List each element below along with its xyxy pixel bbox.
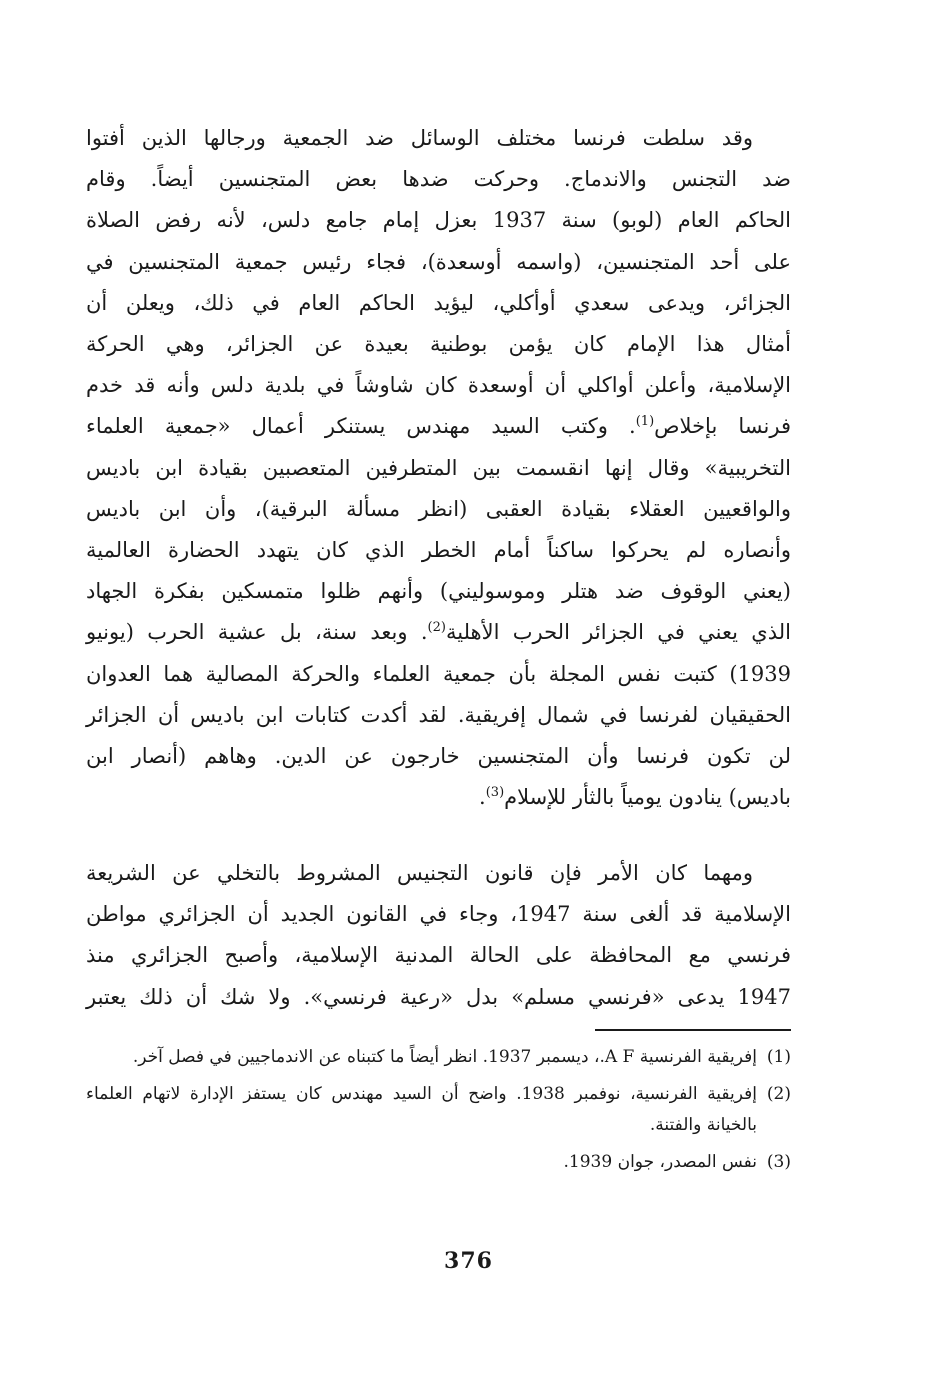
text-line: لن تكون فرنسا وأن المتجنسين خارجون عن الدين. وهاهم (أنصار ابن (86, 744, 791, 769)
footnote-number: (1) (766, 1047, 791, 1067)
footnote-3 (86, 1147, 791, 1178)
text-line: ضد التجنس والاندماج. وحركت ضدها بعض المتجنسين أيضاً. وقام (86, 167, 791, 192)
footnote-ref-2: (2) (427, 620, 446, 636)
text-segment: . وبعد سنة، بل عشية الحرب (يونيو (86, 620, 428, 645)
text-line: والواقعيين العقلاء بقيادة العقبى (انظر مسألة البرقية)، وأن ابن باديس (86, 496, 791, 521)
footnotes (86, 1042, 791, 1184)
footnote-ref-1: (1) (635, 414, 655, 430)
text-line-with-note-1 (86, 406, 791, 447)
text-line-with-note-2 (86, 612, 791, 653)
text-line: ومهما كان الأمر فإن قانون التجنيس المشروط بالتخلي عن الشريعة (86, 861, 753, 885)
footnote-divider (595, 1029, 791, 1031)
text-line-with-note-3 (86, 777, 791, 818)
text-segment: . (479, 785, 486, 810)
footnote-number: (3) (766, 1152, 791, 1172)
text-line: فرنسي مع المحافظة على الحالة المدنية الإسلامية، وأصبح الجزائري منذ (86, 943, 791, 968)
text-line: الحقيقيان لفرنسا في شمال إفريقية. لقد أكدت كتابات ابن باديس أن الجزائر (86, 702, 791, 727)
text-line: (يعني الوقوف ضد هتلر وموسوليني) وأنهم ظلوا متمسكين بفكرة الجهاد (86, 579, 791, 604)
text-line: الإسلامية، وأعلن أواكلي أن أوسعدة كان شاوشاً في بلدية دلس وأنه قد خدم (86, 373, 791, 398)
text-segment: باديس) ينادون يومياً بالثأر للإسلام (504, 785, 791, 810)
footnote-text: إفريقية الفرنسية A F.، ديسمبر 1937. انظر أيضاً ما كتبناه عن الاندماجيين في فصل آخر. (132, 1047, 757, 1067)
text-line: 1939) كتبت نفس المجلة بأن جمعية العلماء والحركة المصالية هما العدوان (86, 661, 791, 686)
footnote-2 (86, 1079, 791, 1141)
text-line: الإسلامية قد ألغى سنة 1947، وجاء في القانون الجديد أن الجزائري مواطن (86, 902, 791, 927)
text-segment: الذي يعني في الجزائر الحرب الأهلية (445, 620, 791, 645)
text-segment: فرنسا بإخلاص (654, 414, 791, 439)
text-line: أمثال هذا الإمام كان يؤمن بوطنية بعيدة عن الجزائر، وهي الحركة (86, 332, 791, 357)
text-line: 1947 يدعى «فرنسي مسلم» بدل «رعية فرنسي». ولا شك أن ذلك يعتبر (86, 984, 791, 1009)
footnote-text: إفريقية الفرنسية، نوفمبر 1938. واضح أن السيد مهندس كان يستفز الإدارة لاتهام العلماء بالخيانة والفتنة. (86, 1084, 757, 1135)
text-line: الحاكم العام (لوبو) سنة 1937 بعزل إمام جامع دلس، لأنه رفض الصلاة (86, 208, 791, 233)
text-line: وقد سلطت فرنسا مختلف الوسائل ضد الجمعية ورجالها الذين أفتوا (86, 126, 753, 150)
text-line: التخريبية» وقال إنها انقسمت بين المتطرفين المتعصبين بقيادة ابن باديس (86, 455, 791, 480)
page-number: 376 (444, 1248, 493, 1274)
text-line: على أحد المتجنسين، (واسمه أوسعدة)، فجاء رئيس جمعية المتجنسين في (86, 249, 791, 274)
footnote-1 (86, 1042, 791, 1073)
paragraph-1 (86, 118, 791, 818)
text-segment: . وكتب السيد مهندس يستنكر أعمال «جمعية العلماء (86, 414, 636, 439)
footnote-ref-3: (3) (485, 785, 505, 801)
footnote-text: نفس المصدر، جوان 1939. (563, 1152, 757, 1172)
text-line: الجزائر، ويدعى سعدي أوأكلي، ليؤيد الحاكم العام في ذلك، ويعلن أن (86, 290, 791, 315)
footnote-number: (2) (766, 1084, 791, 1104)
paragraph-2 (86, 853, 791, 1018)
text-line: وأنصاره لم يحركوا ساكناً أمام الخطر الذي كان يتهدد الحضارة العالمية (86, 538, 791, 563)
